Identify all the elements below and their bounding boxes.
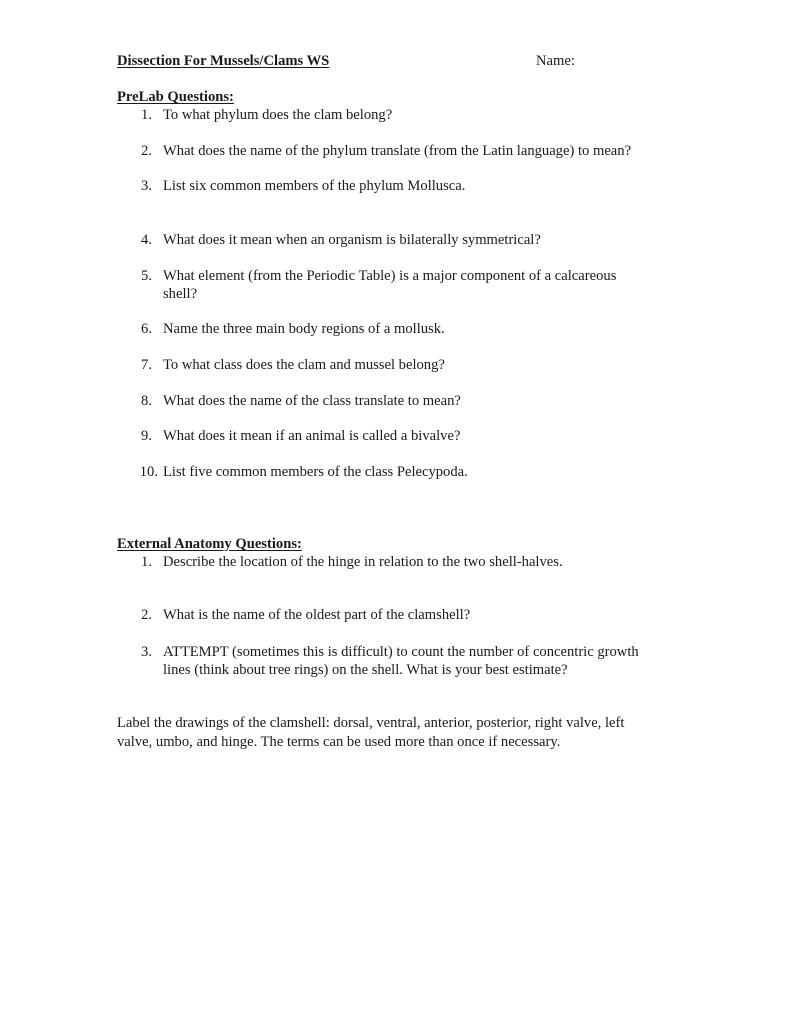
prelab-heading: PreLab Questions: — [117, 89, 234, 105]
worksheet-title: Dissection For Mussels/Clams WS — [117, 53, 330, 69]
question-number: 1. — [141, 554, 152, 570]
question-text: What does the name of the class translate to mean? — [163, 393, 461, 409]
question-number: 7. — [141, 357, 152, 373]
question-text: To what class does the clam and mussel belong? — [163, 357, 445, 373]
question-text: What element (from the Periodic Table) is a major component of a calcareous — [163, 268, 617, 284]
question-text: To what phylum does the clam belong? — [163, 107, 393, 123]
question-number: 9. — [141, 428, 152, 444]
question-text: What is the name of the oldest part of the clamshell? — [163, 607, 471, 623]
question-number: 1. — [141, 107, 152, 123]
name-label: Name: — [536, 53, 575, 69]
question-number: 5. — [141, 268, 152, 284]
question-number: 10. — [139, 464, 158, 480]
question-text: Describe the location of the hinge in relation to the two shell-halves. — [163, 554, 563, 570]
question-number: 3. — [141, 644, 152, 660]
question-number: 4. — [141, 232, 152, 248]
label-instructions-line-1: Label the drawings of the clamshell: dorsal, ventral, anterior, posterior, right valve, left — [117, 715, 625, 731]
question-text-continued: lines (think about tree rings) on the shell. What is your best estimate? — [163, 662, 568, 678]
question-number: 8. — [141, 393, 152, 409]
question-number: 2. — [141, 607, 152, 623]
question-number: 3. — [141, 178, 152, 194]
question-text: What does it mean when an organism is bilaterally symmetrical? — [163, 232, 541, 248]
question-number: 6. — [141, 321, 152, 337]
question-number: 2. — [141, 143, 152, 159]
question-text: What does it mean if an animal is called a bivalve? — [163, 428, 461, 444]
question-text: ATTEMPT (sometimes this is difficult) to count the number of concentric growth — [163, 644, 639, 660]
question-text: List six common members of the phylum Mollusca. — [163, 178, 466, 194]
external-anatomy-heading: External Anatomy Questions: — [117, 536, 302, 552]
label-instructions-line-2: valve, umbo, and hinge. The terms can be used more than once if necessary. — [117, 734, 561, 750]
question-text-continued: shell? — [163, 286, 198, 302]
question-text: Name the three main body regions of a mollusk. — [163, 321, 445, 337]
question-text: List five common members of the class Pelecypoda. — [163, 464, 468, 480]
question-text: What does the name of the phylum translate (from the Latin language) to mean? — [163, 143, 632, 159]
